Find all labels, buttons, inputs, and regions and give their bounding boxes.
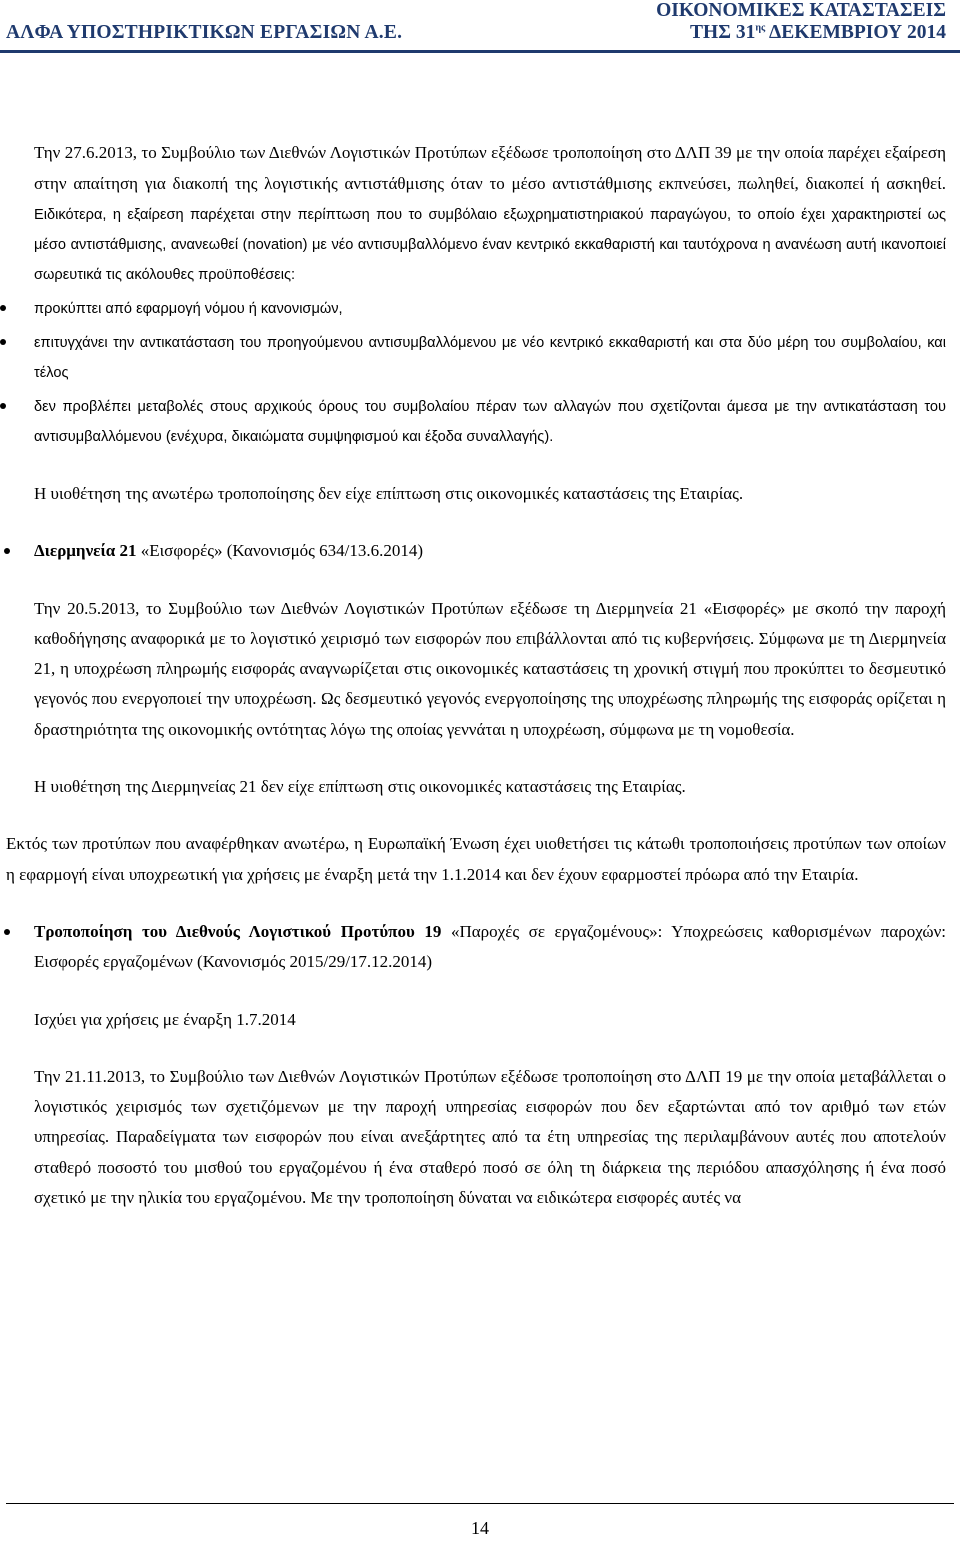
document-body	[6, 138, 946, 1213]
bullet-icon	[0, 305, 6, 311]
ias19-paragraph: Την 21.11.2013, το Συμβούλιο των Διεθνών Λογιστικών Προτύπων εξέδωσε τροποποίηση στο ΔΛΠ 19 με την οποία μεταβάλλεται ο λογιστικός χειρισμός των σχετιζόμενων με την παροχή υπηρεσίας εισφορών που δεν εξαρτώνται από τον αριθμό των ετών υπηρεσίας. Παραδείγματα των εισφορών που είναι ανεξάρτητες από τα έτη υπηρεσίας της περιλαμβάνουν αυτές που αποτελούν σταθερό ποσοστό του μισθού του εργαζομένου ή ένα σταθερό ποσό σε όλη τη διάρκεια της περιόδου απασχόλησης ή ένα ποσό σχετικό με την ηλικία του εργαζομένου. Με την τροποποίηση δύναται να ειδικώτερα εισφορές αυτές να	[34, 1066, 946, 1208]
effective-date-note: Ισχύει για χρήσεις με έναρξη 1.7.2014	[34, 1009, 296, 1029]
ifric21-heading: Διερμηνεία 21 «Εισφορές» (Κανονισμός 634/13.6.2014)	[34, 536, 946, 566]
adoption-note-ifric21: Η υιοθέτηση της Διερμηνείας 21 δεν είχε επίπτωση στις οικονομικές καταστάσεις της Εταιρίας.	[34, 777, 686, 797]
report-date: ΤΗΣ $31^{\eta\varsigma}$ ΔΕΚΕΜΒΡΙΟΥ 2014	[690, 22, 946, 43]
bullet-icon	[4, 929, 10, 935]
adoption-note-ias39: Η υιοθέτηση της ανωτέρω τροποποίησης δεν είχε επίπτωση στις οικονομικές καταστάσεις της Εταιρίας.	[34, 484, 744, 503]
ias19-heading: Τροποποίηση του Διεθνούς Λογιστικού Προτύπου 19 «Παροχές σε εργαζομένους»: Υποχρεώσεις καθορισμένων παροχών: Εισφορές εργαζομένων (Κανονισμός 2015/29/17.12.2014)	[34, 917, 946, 978]
page-number: 14	[471, 1518, 489, 1538]
header-divider	[0, 50, 960, 53]
company-name: ΑΛΦΑ ΥΠΟΣΤΗΡΙΚΤΙΚΩΝ ΕΡΓΑΣΙΩΝ Α.Ε.	[6, 22, 403, 43]
bullet-icon	[0, 403, 6, 409]
list-item: επιτυγχάνει την αντικατάσταση του προηγούμενου αντισυμβαλλόμενου με νέο κεντρικό εκκαθαριστή και στα δύο μέρη του συμβολαίου, και τέλος	[34, 328, 946, 388]
bullet-icon	[0, 339, 6, 345]
report-title: ΟΙΚΟΝΟΜΙΚΕΣ ΚΑΤΑΣΤΑΣΕΙΣ	[656, 0, 946, 21]
page-header	[0, 0, 960, 52]
amendment-ias39-paragraph: Την 27.6.2013, το Συμβούλιο των Διεθνών Λογιστικών Προτύπων εξέδωσε τροποποίηση στο ΔΛΠ 39 με την οποία παρέχει εξαίρεση στην απαίτηση για διακοπή της λογιστικής αντιστάθμισης όταν το μέσο αντιστάθμισης εκπνεύσει, πωληθεί, διακοπεί ή ασκηθεί. Ειδικότερα, η εξαίρεση παρέχεται στην περίπτωση που το συμβόλαιο εξωχρηματιστηριακού παραγώγου, το οποίο έχει χαρακτηριστεί ως μέσο αντιστάθμισης, ανανεωθεί (novation) με νέο αντισυμβαλλόμενο έναν κεντρικό εκκαθαριστή και ταυτόχρονα η ανανέωση αυτή ικανοποιεί σωρευτικά τις ακόλουθες προϋποθέσεις:	[34, 143, 946, 283]
bullet-icon	[4, 548, 10, 554]
list-item: δεν προβλέπει μεταβολές στους αρχικούς όρους του συμβολαίου πέραν των αλλαγών που σχετίζονται άμεσα με την αντικατάσταση του αντισυμβαλλόμενου (ενέχυρα, δικαιώματα συμψηφισμού και έξοδα συναλλαγής).	[34, 392, 946, 452]
footer-divider	[6, 1503, 954, 1504]
eu-adopted-standards-paragraph: Εκτός των προτύπων που αναφέρθηκαν ανωτέρω, η Ευρωπαϊκή Ένωση έχει υιοθετήσει τις κάτωθι τροποποιήσεις προτύπων των οποίων η εφαρμογή είναι υποχρεωτική για χρήσεις με έναρξη μετά την 1.1.2014 και δεν έχουν εφαρμοστεί πρόωρα από την Εταιρία.	[6, 834, 946, 884]
list-item: προκύπτει από εφαρμογή νόμου ή κανονισμών,	[34, 294, 946, 324]
conditions-list	[34, 294, 946, 452]
ifric21-paragraph: Την 20.5.2013, το Συμβούλιο των Διεθνών Λογιστικών Προτύπων εξέδωσε τη Διερμηνεία 21 «Εισφορές» με σκοπό την παροχή καθοδήγησης αναφορικά με το λογιστικό χειρισμό των εισφορών που επιβάλλονται από τις κυβερνήσεις. Σύμφωνα με τη Διερμηνεία 21, η υποχρέωση πληρωμής εισφοράς αναγνωρίζεται στις οικονομικές καταστάσεις τη χρονική στιγμή που προκύπτει το δεσμευτικό γεγονός που ενεργοποιεί την υποχρέωση. Ως δεσμευτικό γεγονός ενεργοποίησης της υποχρέωσης πληρωμής της εισφοράς ορίζεται η δραστηριότητα της οικονομικής οντότητας λόγω της οποίας γεννάται η υποχρέωση, σύμφωνα με τη νομοθεσία.	[34, 598, 946, 739]
